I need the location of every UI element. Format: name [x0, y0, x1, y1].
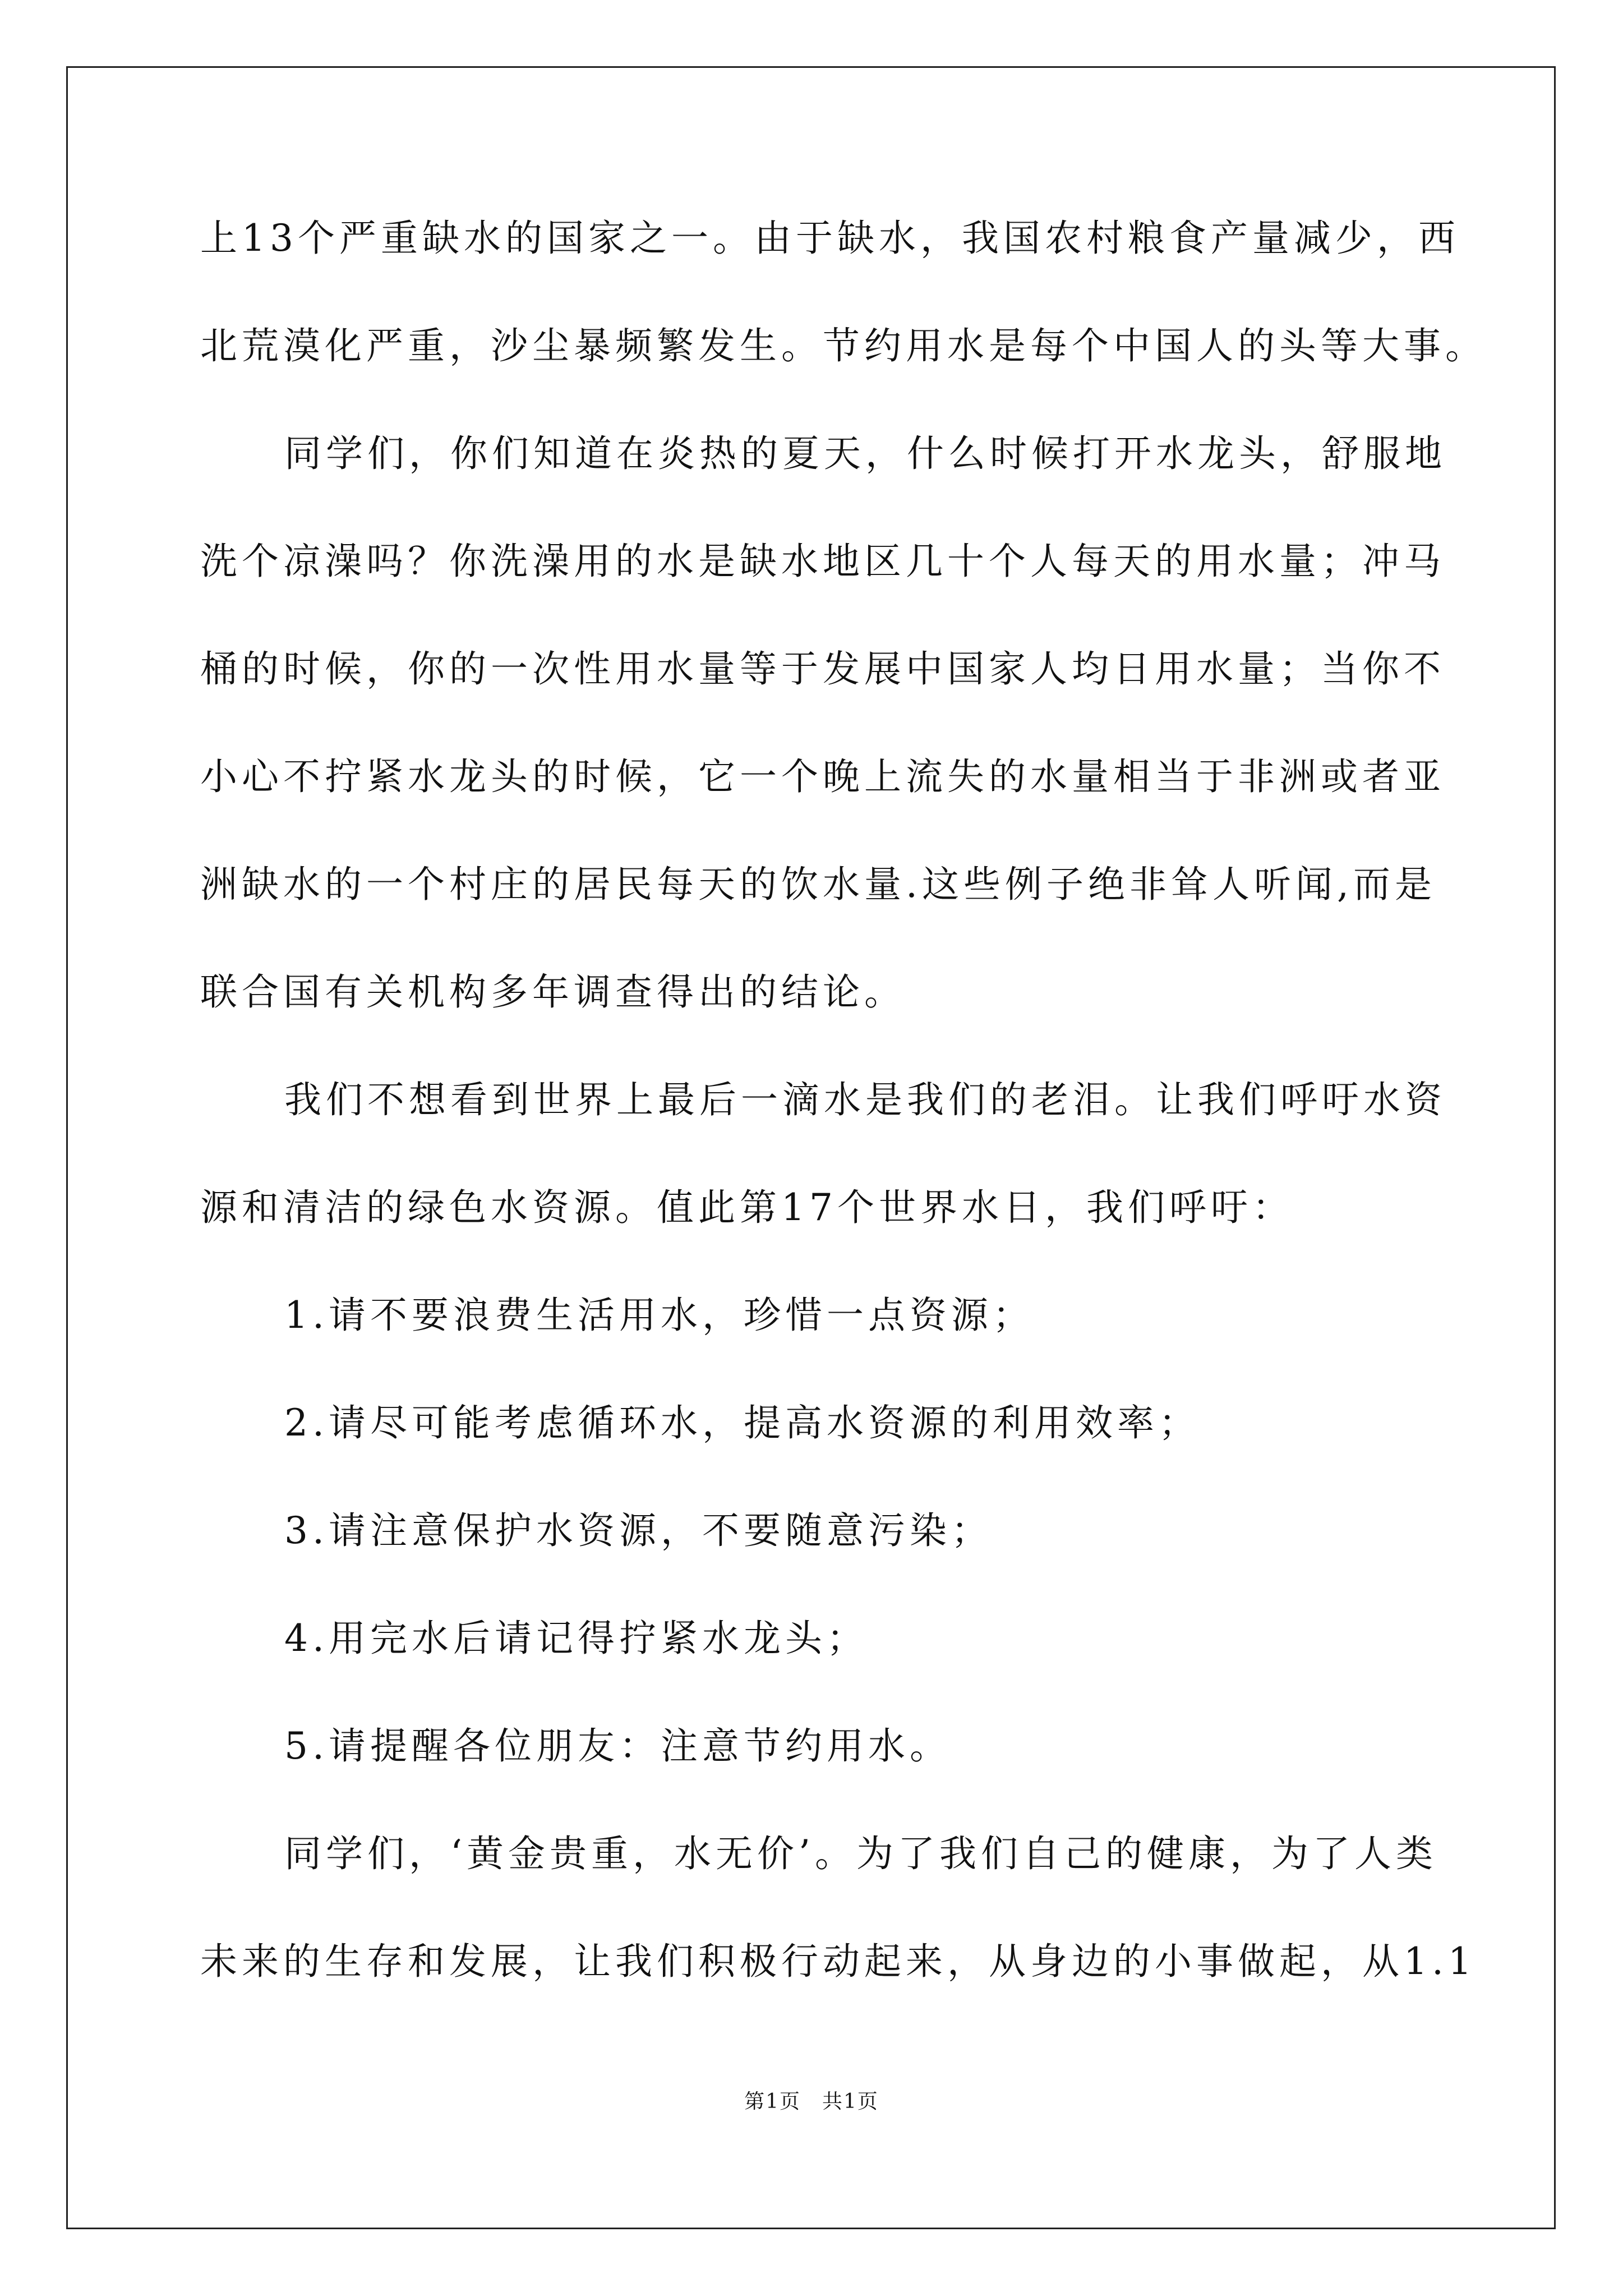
- page-border: [66, 66, 1556, 2229]
- text-line: 北荒漠化严重，沙尘暴频繁发生。节约用水是每个中国人的头等大事。: [200, 324, 1487, 367]
- text-line: 桶的时候，你的一次性用水量等于发展中国家人均日用水量；当你不: [200, 647, 1445, 691]
- list-item: 2.请尽可能考虑循环水，提高水资源的利用效率；: [284, 1401, 1200, 1444]
- paragraph-first-line: 我们不想看到世界上最后一滴水是我们的老泪。让我们呼吁水资: [284, 1078, 1446, 1121]
- text-line: 洲缺水的一个村庄的居民每天的饮水量.这些例子绝非耸人听闻,而是: [200, 863, 1436, 906]
- text-line: 未来的生存和发展，让我们积极行动起来，从身边的小事做起，从1.1: [200, 1940, 1476, 1983]
- text-line: 上13个严重缺水的国家之一。由于缺水，我国农村粮食产量减少，西: [200, 217, 1460, 260]
- list-item: 1.请不要浪费生活用水，珍惜一点资源；: [284, 1294, 1034, 1337]
- text-line: 源和清洁的绿色水资源。值此第17个世界水日，我们呼吁：: [200, 1186, 1294, 1229]
- page-footer: 第1页 共1页: [744, 2090, 879, 2113]
- text-line: 小心不拧紧水龙头的时候，它一个晚上流失的水量相当于非洲或者亚: [200, 755, 1445, 798]
- paragraph-first-line: 同学们，‘黄金贵重，水无价’。为了我们自己的健康，为了人类: [284, 1832, 1437, 1875]
- text-line: 洗个凉澡吗？你洗澡用的水是缺水地区几十个人每天的用水量；冲马: [200, 540, 1445, 583]
- list-item: 4.用完水后请记得拧紧水龙头；: [284, 1617, 868, 1660]
- list-item: 3.请注意保护水资源，不要随意污染；: [284, 1509, 993, 1552]
- list-item: 5.请提醒各位朋友：注意节约用水。: [284, 1724, 951, 1768]
- text-line: 联合国有关机构多年调查得出的结论。: [200, 970, 906, 1014]
- paragraph-first-line: 同学们，你们知道在炎热的夏天，什么时候打开水龙头，舒服地: [284, 432, 1446, 475]
